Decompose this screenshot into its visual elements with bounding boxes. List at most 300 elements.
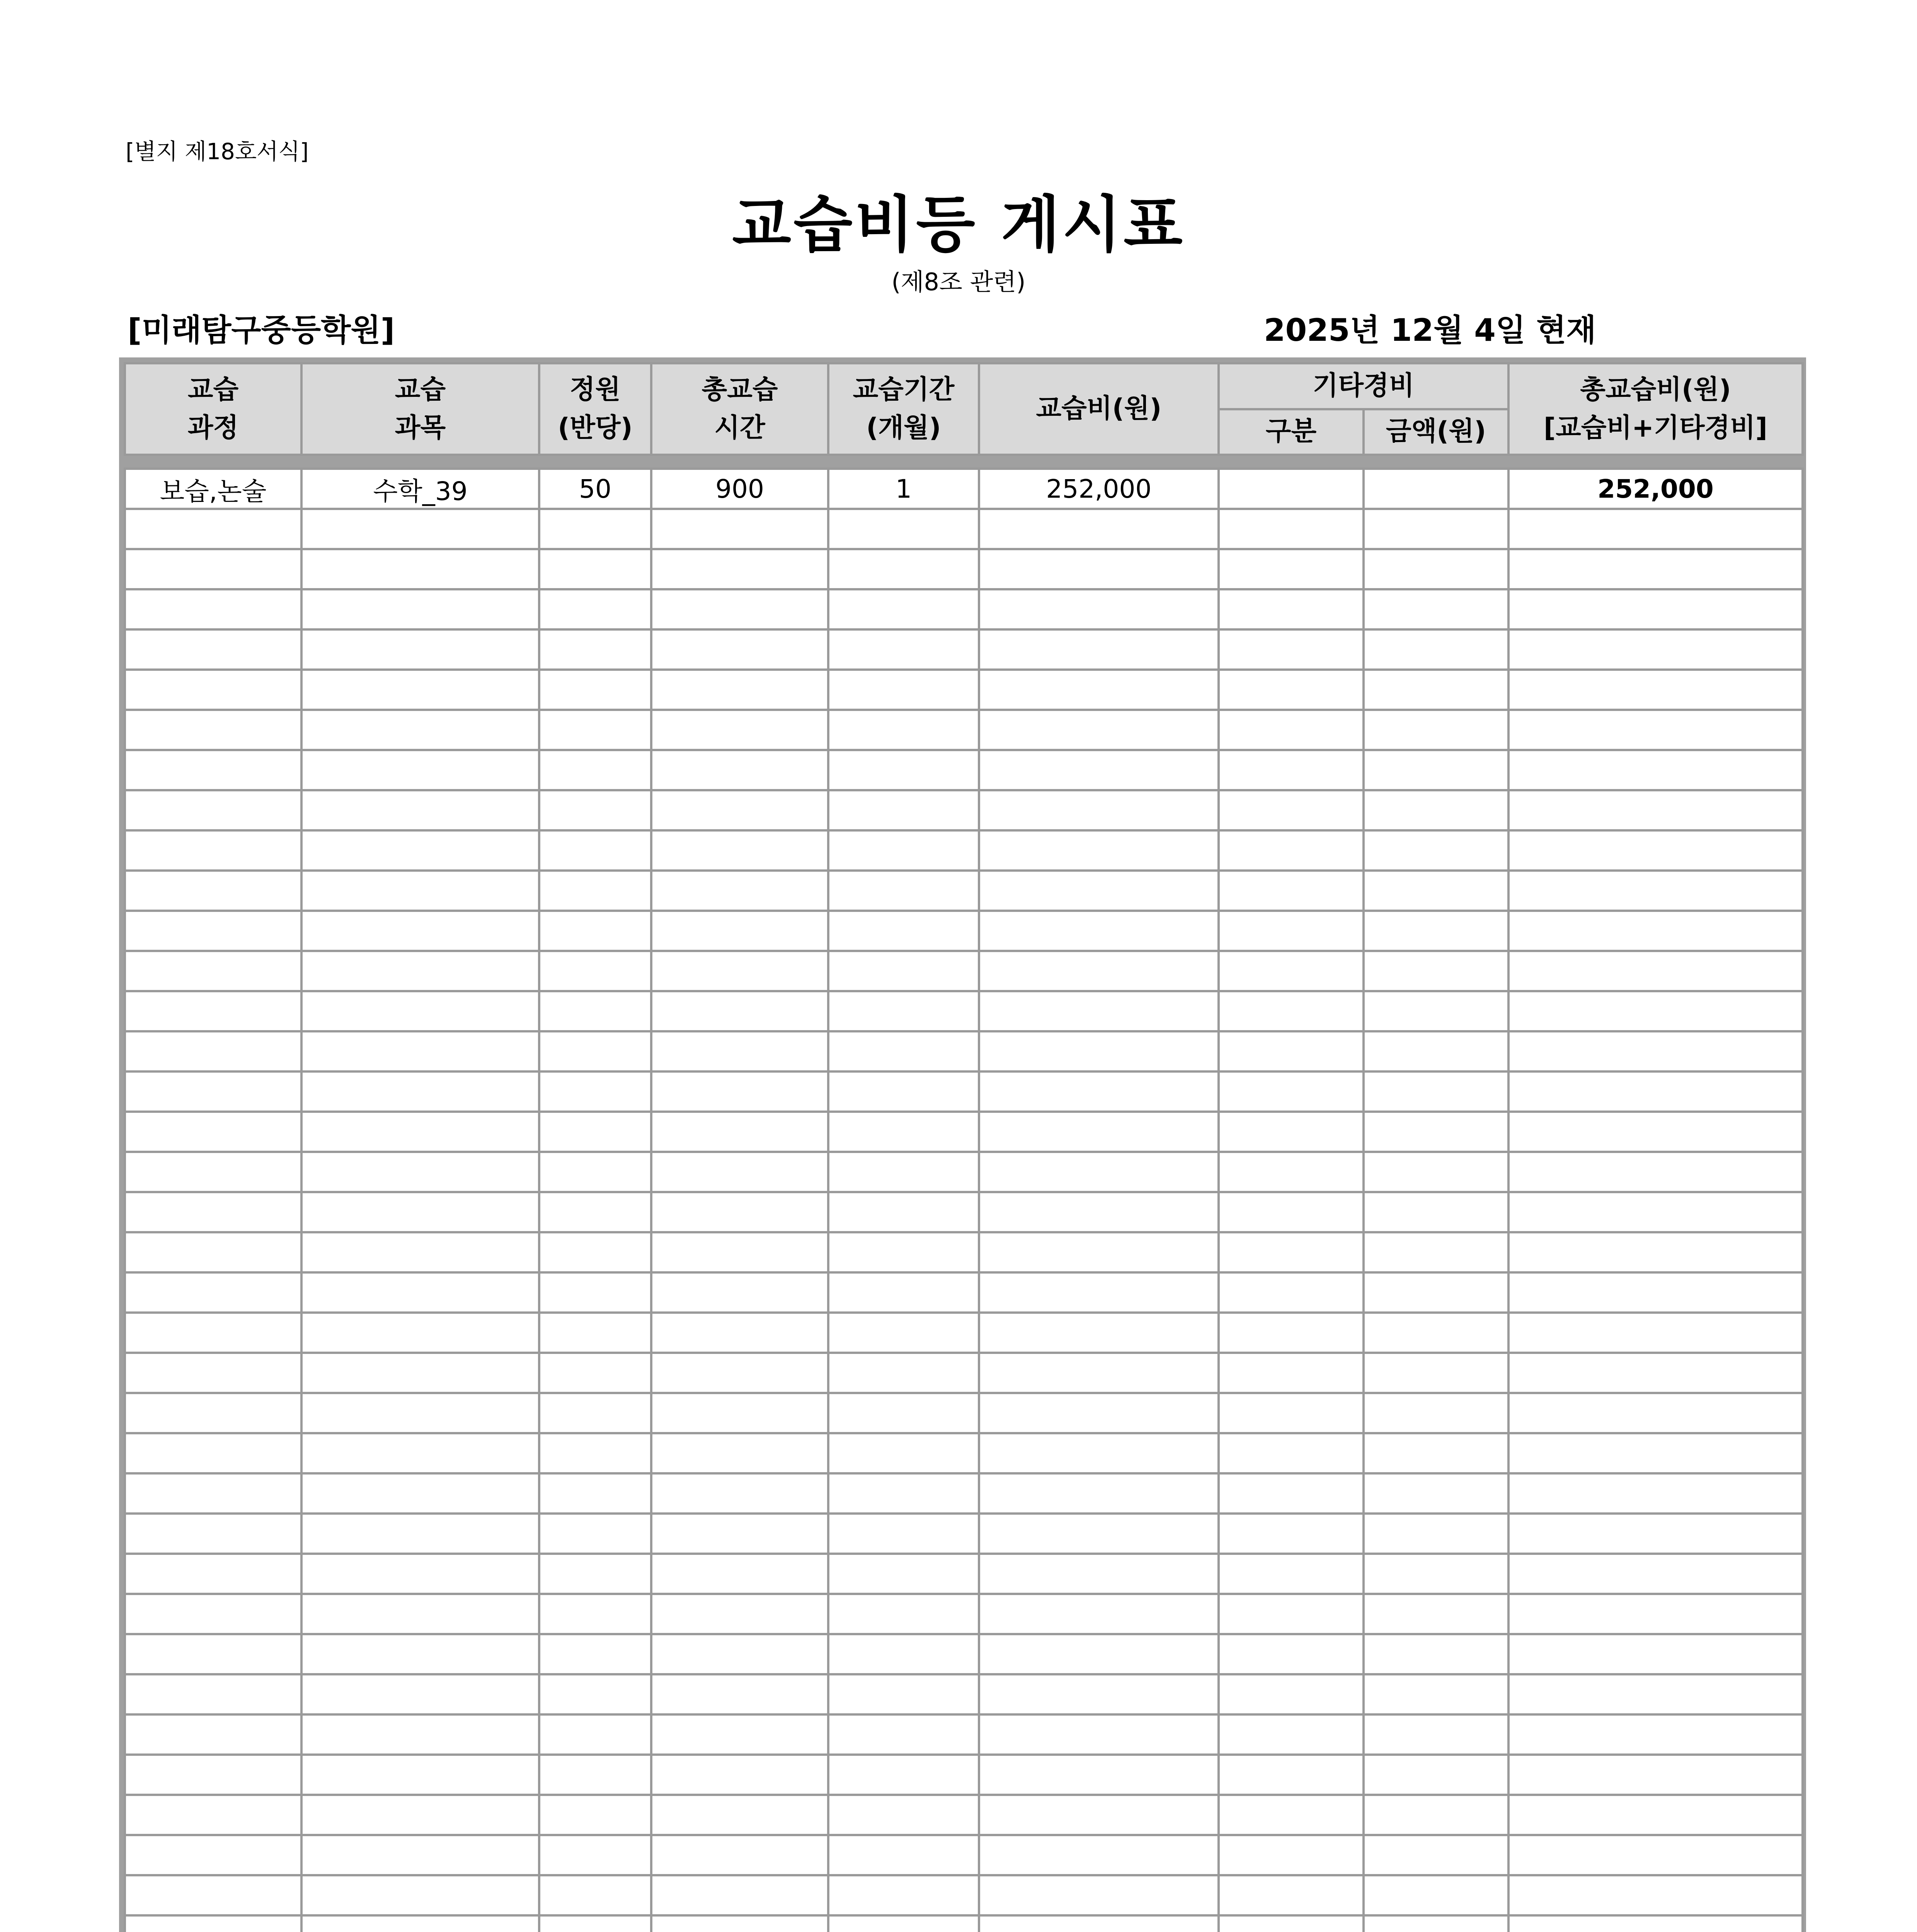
cell-period <box>828 830 979 871</box>
cell-total <box>1508 1071 1803 1112</box>
cell-other-type <box>1219 1313 1364 1353</box>
table-row-empty <box>125 1192 1803 1232</box>
table-row-empty <box>125 1473 1803 1514</box>
cell-course <box>125 1232 301 1272</box>
cell-capacity <box>539 1795 651 1835</box>
cell-total <box>1508 1835 1803 1875</box>
cell-capacity <box>539 1313 651 1353</box>
cell-hours <box>651 951 828 991</box>
cell-fee <box>979 830 1219 871</box>
cell-fee <box>979 670 1219 710</box>
cell-subject <box>301 1554 539 1594</box>
cell-fee <box>979 1353 1219 1393</box>
cell-capacity <box>539 871 651 911</box>
cell-course <box>125 1272 301 1313</box>
cell-course <box>125 951 301 991</box>
cell-hours <box>651 1835 828 1875</box>
cell-hours <box>651 871 828 911</box>
cell-subject <box>301 1875 539 1915</box>
cell-other-type <box>1219 1835 1364 1875</box>
cell-subject <box>301 1835 539 1875</box>
cell-period <box>828 549 979 589</box>
cell-other-amount <box>1364 1473 1508 1514</box>
cell-course <box>125 589 301 629</box>
cell-period <box>828 1433 979 1473</box>
header-period: 교습기간 (개월) <box>828 363 979 455</box>
cell-hours <box>651 670 828 710</box>
cell-other-amount <box>1364 911 1508 951</box>
cell-hours <box>651 750 828 790</box>
cell-other-amount <box>1364 1594 1508 1634</box>
cell-other-type <box>1219 1795 1364 1835</box>
cell-other-amount <box>1364 549 1508 589</box>
cell-other-amount <box>1364 830 1508 871</box>
cell-other-type <box>1219 1514 1364 1554</box>
cell-other-amount <box>1364 1915 1508 1932</box>
cell-other-amount <box>1364 1353 1508 1393</box>
cell-period <box>828 1755 979 1795</box>
table-row-empty <box>125 951 1803 991</box>
cell-fee <box>979 1112 1219 1152</box>
header-total-hours: 총교습 시간 <box>651 363 828 455</box>
cell-other-amount <box>1364 1714 1508 1755</box>
cell-other-amount <box>1364 1272 1508 1313</box>
cell-period <box>828 1353 979 1393</box>
cell-total <box>1508 549 1803 589</box>
cell-other-type <box>1219 750 1364 790</box>
cell-subject <box>301 1031 539 1071</box>
table-row-empty <box>125 1554 1803 1594</box>
cell-course <box>125 509 301 549</box>
cell-subject <box>301 830 539 871</box>
cell-course <box>125 911 301 951</box>
cell-fee <box>979 1835 1219 1875</box>
cell-fee <box>979 1192 1219 1232</box>
cell-capacity <box>539 750 651 790</box>
cell-other-amount <box>1364 871 1508 911</box>
cell-period <box>828 1674 979 1714</box>
cell-total <box>1508 1112 1803 1152</box>
cell-period <box>828 670 979 710</box>
cell-fee <box>979 1714 1219 1755</box>
header-separator <box>124 456 1801 468</box>
cell-other-type <box>1219 871 1364 911</box>
cell-total <box>1508 871 1803 911</box>
cell-capacity <box>539 1473 651 1514</box>
cell-hours <box>651 1634 828 1674</box>
cell-other-type <box>1219 1714 1364 1755</box>
table-row-empty <box>125 1393 1803 1433</box>
cell-hours <box>651 790 828 830</box>
cell-fee <box>979 1634 1219 1674</box>
cell-total <box>1508 1634 1803 1674</box>
cell-course <box>125 1031 301 1071</box>
header-other-expenses: 기타경비 <box>1219 363 1508 409</box>
cell-total <box>1508 1554 1803 1594</box>
cell-period <box>828 1634 979 1674</box>
table-row-empty <box>125 670 1803 710</box>
cell-hours <box>651 1915 828 1932</box>
header-course: 교습 과정 <box>125 363 301 455</box>
cell-fee <box>979 1272 1219 1313</box>
cell-subject <box>301 1594 539 1634</box>
cell-period <box>828 629 979 670</box>
cell-hours <box>651 991 828 1031</box>
cell-capacity <box>539 670 651 710</box>
cell-other-type <box>1219 911 1364 951</box>
cell-hours <box>651 710 828 750</box>
cell-total <box>1508 1514 1803 1554</box>
table-row-empty <box>125 991 1803 1031</box>
fee-table-header <box>124 362 1804 456</box>
cell-fee <box>979 1473 1219 1514</box>
cell-subject <box>301 911 539 951</box>
cell-course <box>125 1875 301 1915</box>
cell-course <box>125 1313 301 1353</box>
cell-other-amount <box>1364 1514 1508 1554</box>
cell-total: 252,000 <box>1508 469 1803 509</box>
cell-subject <box>301 1433 539 1473</box>
cell-course <box>125 1755 301 1795</box>
cell-fee <box>979 1313 1219 1353</box>
cell-subject <box>301 1232 539 1272</box>
cell-hours <box>651 1554 828 1594</box>
cell-other-amount <box>1364 1795 1508 1835</box>
cell-subject <box>301 951 539 991</box>
cell-total <box>1508 911 1803 951</box>
cell-capacity <box>539 629 651 670</box>
cell-capacity <box>539 1554 651 1594</box>
cell-hours <box>651 1313 828 1353</box>
cell-fee <box>979 1232 1219 1272</box>
cell-hours <box>651 1152 828 1192</box>
cell-other-amount <box>1364 1313 1508 1353</box>
cell-other-amount <box>1364 1755 1508 1795</box>
cell-other-type <box>1219 1112 1364 1152</box>
cell-other-type <box>1219 1755 1364 1795</box>
cell-total <box>1508 1353 1803 1393</box>
cell-capacity <box>539 1714 651 1755</box>
cell-fee <box>979 710 1219 750</box>
cell-capacity <box>539 1875 651 1915</box>
cell-capacity <box>539 509 651 549</box>
cell-total <box>1508 1795 1803 1835</box>
cell-total <box>1508 1473 1803 1514</box>
cell-period <box>828 509 979 549</box>
cell-period <box>828 1514 979 1554</box>
cell-hours <box>651 549 828 589</box>
cell-capacity <box>539 1272 651 1313</box>
cell-other-amount <box>1364 1031 1508 1071</box>
cell-period <box>828 1313 979 1353</box>
cell-course <box>125 1714 301 1755</box>
cell-fee <box>979 750 1219 790</box>
cell-capacity <box>539 1353 651 1393</box>
cell-subject <box>301 1313 539 1353</box>
cell-period <box>828 1554 979 1594</box>
cell-course <box>125 1835 301 1875</box>
cell-total <box>1508 790 1803 830</box>
cell-period <box>828 1112 979 1152</box>
cell-other-type <box>1219 629 1364 670</box>
cell-total <box>1508 830 1803 871</box>
table-row-empty <box>125 1634 1803 1674</box>
cell-fee <box>979 1152 1219 1192</box>
header-fee: 교습비(원) <box>979 363 1219 455</box>
cell-other-type <box>1219 670 1364 710</box>
cell-hours: 900 <box>651 469 828 509</box>
cell-hours <box>651 911 828 951</box>
cell-fee <box>979 1755 1219 1795</box>
cell-capacity <box>539 1152 651 1192</box>
cell-capacity <box>539 1755 651 1795</box>
cell-capacity <box>539 1031 651 1071</box>
cell-other-amount <box>1364 1433 1508 1473</box>
cell-fee <box>979 991 1219 1031</box>
cell-capacity <box>539 710 651 750</box>
cell-other-amount <box>1364 629 1508 670</box>
cell-total <box>1508 1755 1803 1795</box>
cell-total <box>1508 1915 1803 1932</box>
table-row-empty <box>125 1071 1803 1112</box>
cell-fee <box>979 629 1219 670</box>
cell-total <box>1508 1714 1803 1755</box>
cell-subject <box>301 670 539 710</box>
cell-period <box>828 750 979 790</box>
cell-other-type <box>1219 1634 1364 1674</box>
cell-period <box>828 589 979 629</box>
cell-other-type <box>1219 549 1364 589</box>
cell-total <box>1508 1031 1803 1071</box>
cell-other-amount <box>1364 1232 1508 1272</box>
cell-course: 보습,논술 <box>125 469 301 509</box>
cell-fee <box>979 911 1219 951</box>
cell-capacity <box>539 1915 651 1932</box>
table-row-empty <box>125 549 1803 589</box>
cell-other-amount <box>1364 991 1508 1031</box>
cell-course <box>125 790 301 830</box>
header-capacity: 정원 (반당) <box>539 363 651 455</box>
cell-hours <box>651 1473 828 1514</box>
cell-other-amount <box>1364 1152 1508 1192</box>
cell-period: 1 <box>828 469 979 509</box>
fee-table-body <box>124 468 1804 1932</box>
table-row-empty <box>125 1112 1803 1152</box>
cell-capacity <box>539 830 651 871</box>
cell-course <box>125 830 301 871</box>
table-row-empty <box>125 1915 1803 1932</box>
cell-total <box>1508 750 1803 790</box>
cell-fee <box>979 1674 1219 1714</box>
cell-total <box>1508 991 1803 1031</box>
header-other-type: 구분 <box>1219 409 1364 455</box>
form-reference: [별지 제18호서식] <box>126 138 309 165</box>
cell-course <box>125 1514 301 1554</box>
cell-other-amount <box>1364 1835 1508 1875</box>
header-subject: 교습 과목 <box>301 363 539 455</box>
header-other-amount: 금액(원) <box>1364 409 1508 455</box>
table-row-empty <box>125 750 1803 790</box>
cell-period <box>828 1915 979 1932</box>
cell-capacity <box>539 1514 651 1554</box>
cell-subject <box>301 509 539 549</box>
table-row-empty <box>125 1795 1803 1835</box>
cell-course <box>125 1192 301 1232</box>
table-row-empty <box>125 1514 1803 1554</box>
cell-hours <box>651 830 828 871</box>
cell-other-type <box>1219 1192 1364 1232</box>
cell-period <box>828 1272 979 1313</box>
cell-other-amount <box>1364 1554 1508 1594</box>
cell-course <box>125 871 301 911</box>
cell-subject <box>301 710 539 750</box>
cell-subject <box>301 589 539 629</box>
cell-hours <box>651 1755 828 1795</box>
cell-course <box>125 549 301 589</box>
table-row-empty <box>125 911 1803 951</box>
cell-subject <box>301 1795 539 1835</box>
table-row-empty <box>125 871 1803 911</box>
cell-capacity <box>539 911 651 951</box>
cell-period <box>828 1393 979 1433</box>
cell-course <box>125 1594 301 1634</box>
cell-total <box>1508 1313 1803 1353</box>
cell-total <box>1508 670 1803 710</box>
cell-capacity <box>539 951 651 991</box>
cell-capacity <box>539 1594 651 1634</box>
cell-subject <box>301 750 539 790</box>
cell-course <box>125 1634 301 1674</box>
table-row-empty <box>125 1875 1803 1915</box>
cell-fee <box>979 589 1219 629</box>
cell-hours <box>651 1031 828 1071</box>
cell-course <box>125 1152 301 1192</box>
cell-course <box>125 710 301 750</box>
table-row <box>125 469 1803 509</box>
cell-fee <box>979 790 1219 830</box>
cell-hours <box>651 1353 828 1393</box>
header-total-fee: 총교습비(원) [교습비+기타경비] <box>1508 363 1803 455</box>
cell-total <box>1508 1433 1803 1473</box>
cell-other-type <box>1219 1071 1364 1112</box>
table-row-empty <box>125 830 1803 871</box>
cell-total <box>1508 1152 1803 1192</box>
cell-other-type <box>1219 1031 1364 1071</box>
cell-period <box>828 1232 979 1272</box>
cell-other-type <box>1219 1875 1364 1915</box>
cell-hours <box>651 1393 828 1433</box>
cell-hours <box>651 1112 828 1152</box>
cell-capacity <box>539 1071 651 1112</box>
cell-course <box>125 750 301 790</box>
cell-total <box>1508 710 1803 750</box>
cell-period <box>828 790 979 830</box>
cell-course <box>125 1795 301 1835</box>
cell-capacity <box>539 1112 651 1152</box>
cell-course <box>125 1915 301 1932</box>
cell-fee <box>979 1514 1219 1554</box>
cell-other-type <box>1219 1915 1364 1932</box>
cell-subject <box>301 1071 539 1112</box>
table-row-empty <box>125 629 1803 670</box>
cell-period <box>828 911 979 951</box>
cell-total <box>1508 629 1803 670</box>
cell-total <box>1508 589 1803 629</box>
cell-other-amount <box>1364 670 1508 710</box>
cell-fee <box>979 1071 1219 1112</box>
table-row-empty <box>125 1353 1803 1393</box>
cell-subject <box>301 991 539 1031</box>
cell-capacity <box>539 1232 651 1272</box>
cell-capacity <box>539 589 651 629</box>
cell-subject <box>301 1674 539 1714</box>
cell-hours <box>651 509 828 549</box>
cell-period <box>828 951 979 991</box>
cell-other-amount <box>1364 710 1508 750</box>
document-title: 교습비등 게시표 <box>732 189 1185 260</box>
document-subtitle: (제8조 관련) <box>891 268 1026 296</box>
cell-other-amount <box>1364 589 1508 629</box>
cell-fee <box>979 1594 1219 1634</box>
cell-other-amount <box>1364 509 1508 549</box>
cell-other-type <box>1219 991 1364 1031</box>
table-row-empty <box>125 1313 1803 1353</box>
cell-other-type <box>1219 1393 1364 1433</box>
cell-other-amount <box>1364 951 1508 991</box>
cell-subject <box>301 1393 539 1433</box>
table-row-empty <box>125 790 1803 830</box>
cell-period <box>828 1594 979 1634</box>
cell-period <box>828 871 979 911</box>
cell-other-type <box>1219 830 1364 871</box>
cell-fee: 252,000 <box>979 469 1219 509</box>
cell-capacity <box>539 1433 651 1473</box>
cell-other-type <box>1219 1473 1364 1514</box>
cell-other-type <box>1219 1674 1364 1714</box>
cell-fee <box>979 1554 1219 1594</box>
cell-course <box>125 1353 301 1393</box>
cell-period <box>828 1795 979 1835</box>
cell-hours <box>651 1795 828 1835</box>
cell-other-type <box>1219 509 1364 549</box>
cell-other-type <box>1219 1353 1364 1393</box>
cell-other-type <box>1219 1594 1364 1634</box>
cell-hours <box>651 1272 828 1313</box>
cell-subject: 수학_39 <box>301 469 539 509</box>
cell-fee <box>979 1915 1219 1932</box>
cell-subject <box>301 1353 539 1393</box>
cell-hours <box>651 1433 828 1473</box>
cell-hours <box>651 589 828 629</box>
cell-capacity <box>539 1192 651 1232</box>
cell-capacity <box>539 991 651 1031</box>
cell-total <box>1508 1875 1803 1915</box>
table-row-empty <box>125 1232 1803 1272</box>
cell-other-type <box>1219 1152 1364 1192</box>
table-row-empty <box>125 1031 1803 1071</box>
cell-capacity <box>539 1393 651 1433</box>
cell-other-amount <box>1364 1393 1508 1433</box>
table-row-empty <box>125 710 1803 750</box>
cell-period <box>828 1192 979 1232</box>
cell-other-type <box>1219 790 1364 830</box>
cell-total <box>1508 951 1803 991</box>
cell-other-amount <box>1364 1875 1508 1915</box>
cell-course <box>125 1433 301 1473</box>
cell-subject <box>301 549 539 589</box>
cell-subject <box>301 1272 539 1313</box>
cell-fee <box>979 1031 1219 1071</box>
